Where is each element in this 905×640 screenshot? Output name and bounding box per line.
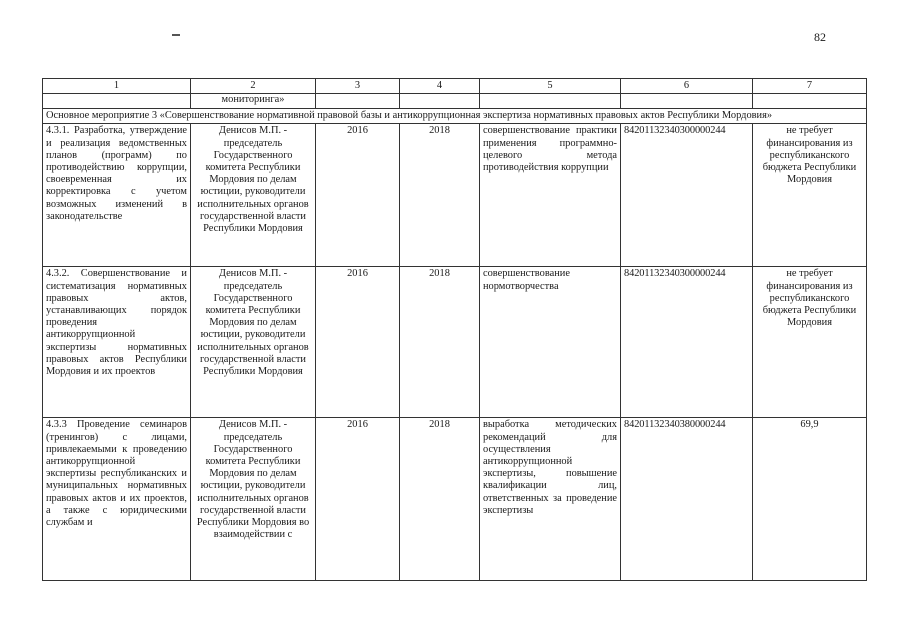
table-row <box>43 124 867 267</box>
funding: 69,9 <box>753 418 867 581</box>
activity-name: 4.3.3 Проведение семинаров (тренингов) с лицами, привлекаемыми к проведению антикоррупционной экспертизы республиканских и муниципальных нормативных правовых актов и их проектов, а также с юридическими службам и <box>43 418 191 581</box>
continuation-row <box>43 94 867 109</box>
header-col-6: 6 <box>621 79 753 94</box>
table-row <box>43 267 867 418</box>
header-col-3: 3 <box>316 79 400 94</box>
activities-table <box>42 78 867 581</box>
expected-result: выработка методических рекомендаций для осуществления антикоррупционной экспертизы, повышение квалификации лиц, ответственных за проведение экспертизы <box>480 418 621 581</box>
budget-code: 84201132340380000244 <box>621 418 753 581</box>
start-year: 2016 <box>316 418 400 581</box>
executor: Денисов М.П. - председатель Государственного комитета Республики Мордовия по делам юстиции, руководители исполнительных органов государственной власти Республики Мордовия <box>191 267 316 418</box>
start-year: 2016 <box>316 124 400 267</box>
funding: не требует финансирования из республиканского бюджета Республики Мордовия <box>753 267 867 418</box>
start-year: 2016 <box>316 267 400 418</box>
header-col-5: 5 <box>480 79 621 94</box>
table-row <box>43 418 867 581</box>
header-col-1: 1 <box>43 79 191 94</box>
header-row <box>43 79 867 94</box>
activity-name: 4.3.1. Разработка, утверждение и реализация ведомственных планов (программ) по противодействию коррупции, своевременная их корректировка с учетом возможных изменений в законодательстве <box>43 124 191 267</box>
executor: Денисов М.П. - председатель Государственного комитета Республики Мордовия по делам юстиции, руководители исполнительных органов государственной власти Республики Мордовия во взаимодействии с <box>191 418 316 581</box>
activity-name: 4.3.2. Совершенствование и систематизация нормативных правовых актов, устанавливающих порядок проведения антикоррупционной экспертизы нормативных правовых актов Республики Мордовия и их проектов <box>43 267 191 418</box>
section-title: Основное мероприятие 3 «Совершенствование нормативной правовой базы и антикоррупционная экспертиза нормативных правовых актов Республики Мордовия» <box>43 109 867 124</box>
header-col-2: 2 <box>191 79 316 94</box>
header-col-4: 4 <box>400 79 480 94</box>
budget-code: 84201132340300000244 <box>621 267 753 418</box>
page-number: 82 <box>814 30 826 44</box>
header-col-7: 7 <box>753 79 867 94</box>
end-year: 2018 <box>400 267 480 418</box>
executor: Денисов М.П. - председатель Государственного комитета Республики Мордовия по делам юстиции, руководители исполнительных органов государственной власти Республики Мордовия <box>191 124 316 267</box>
expected-result: совершенствование нормотворчества <box>480 267 621 418</box>
continuation-executor: мониторинга» <box>191 94 316 109</box>
scan-mark <box>172 34 180 36</box>
budget-code: 84201132340300000244 <box>621 124 753 267</box>
funding: не требует финансирования из республиканского бюджета Республики Мордовия <box>753 124 867 267</box>
expected-result: совершенствование практики применения программно-целевого метода противодействия коррупции <box>480 124 621 267</box>
end-year: 2018 <box>400 418 480 581</box>
end-year: 2018 <box>400 124 480 267</box>
section-title-row <box>43 109 867 124</box>
